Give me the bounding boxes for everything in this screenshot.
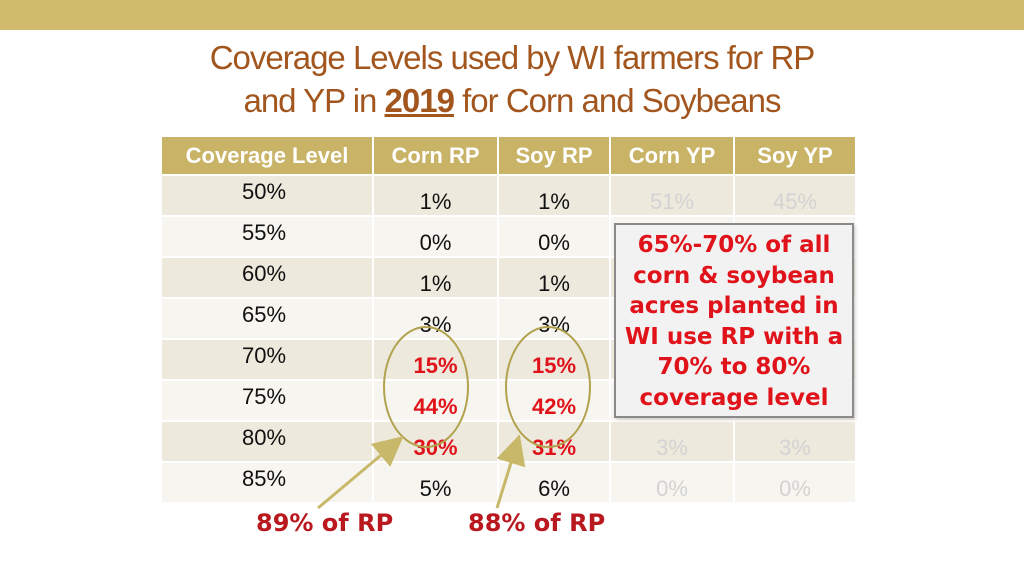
cell-corn-yp: 3% — [610, 421, 734, 462]
header-corn-rp: Corn RP — [373, 136, 498, 175]
cell-corn-yp: 0% — [610, 462, 734, 503]
callout-line: coverage level — [639, 384, 829, 411]
corn-rp-sum-label: 89% of RP — [256, 509, 394, 537]
soy-rp-sum-label: 88% of RP — [468, 509, 606, 537]
header-coverage-level: Coverage Level — [161, 136, 373, 175]
callout-line: 70% to 80% — [657, 354, 811, 380]
soy-rp-arrow — [497, 440, 518, 508]
callout-box — [614, 223, 854, 418]
cell-corn-rp: 15% — [373, 339, 498, 380]
header-soy-rp: Soy RP — [498, 136, 610, 175]
cell-coverage-level: 80% — [161, 421, 373, 462]
cell-coverage-level: 55% — [161, 216, 373, 257]
callout-line: WI use RP with a — [624, 323, 844, 350]
cell-coverage-level: 70% — [161, 339, 373, 380]
callout-line: corn & soybean — [633, 262, 835, 289]
cell-coverage-level: 65% — [161, 298, 373, 339]
cell-soy-rp: 42% — [498, 380, 610, 421]
cell-corn-yp: 51% — [610, 175, 734, 216]
cell-corn-rp: 3% — [373, 298, 498, 339]
header-soy-yp: Soy YP — [734, 136, 856, 175]
cell-soy-rp: 31% — [498, 421, 610, 462]
cell-coverage-level: 85% — [161, 462, 373, 503]
cell-soy-rp: 6% — [498, 462, 610, 503]
cell-corn-rp: 5% — [373, 462, 498, 503]
callout-line: 65%-70% of all — [637, 232, 831, 258]
title-line-2-prefix: and YP in — [243, 82, 385, 119]
cell-corn-rp: 0% — [373, 216, 498, 257]
cell-soy-rp: 1% — [498, 175, 610, 216]
title-year: 2019 — [384, 82, 454, 119]
callout-line: acres planted in — [629, 293, 839, 319]
cell-soy-rp: 15% — [498, 339, 610, 380]
cell-corn-rp: 30% — [373, 421, 498, 462]
cell-soy-rp: 3% — [498, 298, 610, 339]
cell-soy-yp: 0% — [734, 462, 856, 503]
cell-soy-rp: 1% — [498, 257, 610, 298]
cell-corn-rp: 1% — [373, 257, 498, 298]
cell-soy-rp: 0% — [498, 216, 610, 257]
cell-coverage-level: 75% — [161, 380, 373, 421]
cell-soy-yp: 3% — [734, 421, 856, 462]
cell-corn-rp: 1% — [373, 175, 498, 216]
title-line-1: Coverage Levels used by WI farmers for RP — [209, 39, 815, 76]
cell-coverage-level: 60% — [161, 257, 373, 298]
title-line-2-suffix: for Corn and Soybeans — [453, 82, 781, 119]
cell-coverage-level: 50% — [161, 175, 373, 216]
header-corn-yp: Corn YP — [610, 136, 734, 175]
corn-rp-arrow — [318, 440, 399, 508]
cell-soy-yp: 45% — [734, 175, 856, 216]
cell-corn-rp: 44% — [373, 380, 498, 421]
